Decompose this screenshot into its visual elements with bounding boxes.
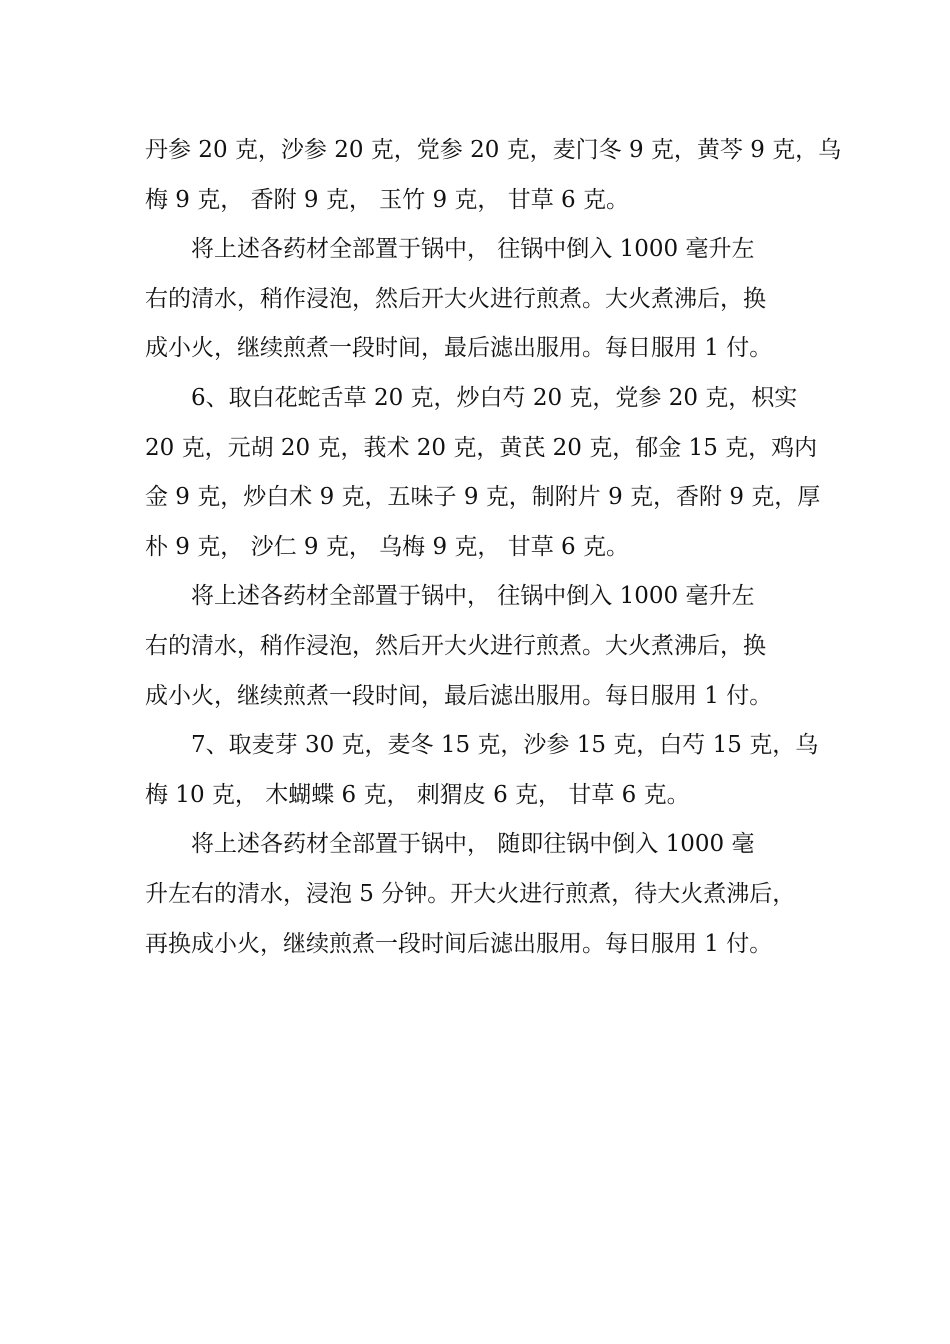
paragraph-line: 再换成小火，继续煎煮一段时间后滤出服用。每日服用 1 付。 <box>145 930 773 957</box>
paragraph-line: 升左右的清水，浸泡 5 分钟。开大火进行煎煮，待大火煮沸后， <box>145 880 796 907</box>
paragraph-line: 丹参 20 克，沙参 20 克，党参 20 克，麦门冬 9 克，黄芩 9 克，乌 <box>145 137 842 163</box>
paragraph-line: 右的清水，稍作浸泡，然后开大火进行煎煮。大火煮沸后，换 <box>145 285 766 312</box>
document-body <box>145 126 842 969</box>
paragraph-4 <box>145 572 810 721</box>
paragraph-2 <box>145 225 810 374</box>
paragraph-first-line: 将上述各药材全部置于锅中， 往锅中倒入 1000 毫升左 <box>191 236 755 263</box>
paragraph-line: 梅 10 克， 木蝴蝶 6 克， 刺猬皮 6 克， 甘草 6 克。 <box>145 781 690 808</box>
paragraph-1 <box>145 126 842 225</box>
paragraph-line: 成小火，继续煎煮一段时间，最后滤出服用。每日服用 1 付。 <box>145 682 773 709</box>
paragraph-first-line: 7、取麦芽 30 克，麦冬 15 克，沙参 15 克，白芍 15 克，乌 <box>191 732 819 759</box>
paragraph-line: 梅 9 克， 香附 9 克， 玉竹 9 克， 甘草 6 克。 <box>145 186 629 213</box>
paragraph-line: 20 克，元胡 20 克，莪术 20 克，黄芪 20 克，郁金 15 克，鸡内 <box>145 434 818 461</box>
paragraph-line: 成小火，继续煎煮一段时间，最后滤出服用。每日服用 1 付。 <box>145 335 773 362</box>
paragraph-line: 金 9 克，炒白术 9 克，五味子 9 克，制附片 9 克，香附 9 克，厚 <box>145 484 821 511</box>
paragraph-line: 右的清水，稍作浸泡，然后开大火进行煎煮。大火煮沸后，换 <box>145 632 766 659</box>
paragraph-first-line: 6、取白花蛇舌草 20 克，炒白芍 20 克，党参 20 克，枳实 <box>191 384 798 411</box>
paragraph-6 <box>145 820 810 969</box>
paragraph-5 <box>145 721 819 820</box>
paragraph-3 <box>145 374 821 572</box>
paragraph-first-line: 将上述各药材全部置于锅中， 往锅中倒入 1000 毫升左 <box>191 583 755 610</box>
paragraph-first-line: 将上述各药材全部置于锅中， 随即往锅中倒入 1000 毫 <box>191 831 755 858</box>
paragraph-line: 朴 9 克， 沙仁 9 克， 乌梅 9 克， 甘草 6 克。 <box>145 533 629 560</box>
